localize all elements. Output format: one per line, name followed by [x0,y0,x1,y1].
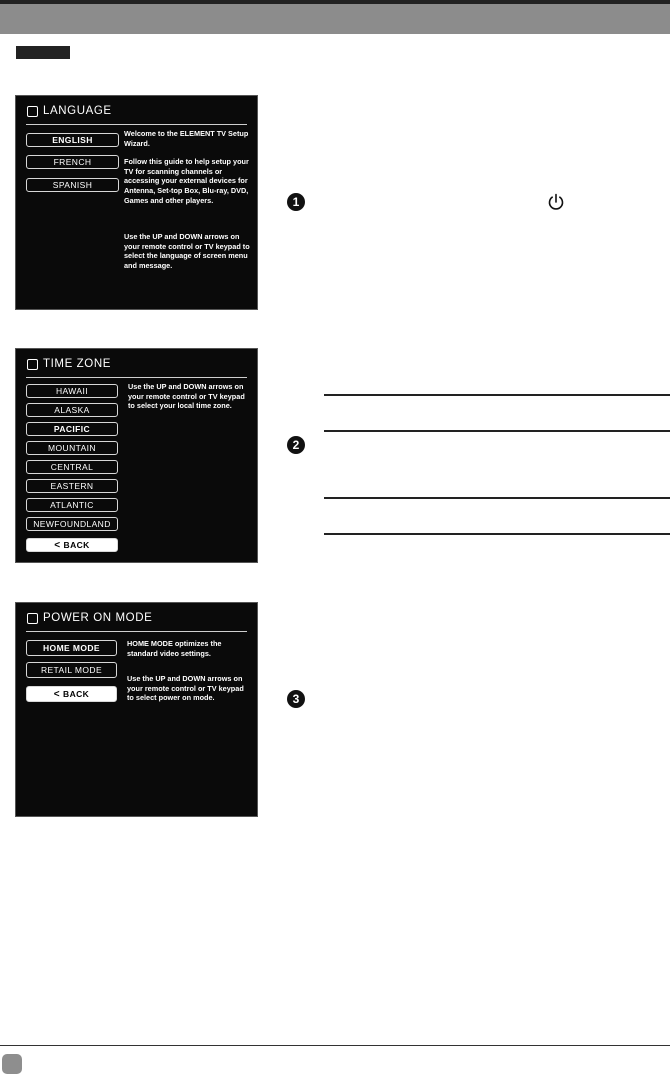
time-zone-title: TIME ZONE [27,358,111,370]
option-newfoundland[interactable]: NEWFOUNDLAND [26,517,118,531]
title-divider [26,631,247,632]
box-icon [27,613,38,624]
step-2-badge: 2 [287,436,305,454]
back-button[interactable]: < BACK [26,686,117,702]
power-icon [546,192,566,212]
time-zone-screen [15,348,258,563]
language-title: LANGUAGE [27,105,112,117]
language-description [124,129,254,280]
section-tag [16,46,70,59]
power-mode-description [127,639,252,712]
option-central[interactable]: CENTRAL [26,460,118,474]
footer-rule [0,1045,670,1046]
option-alaska[interactable]: ALASKA [26,403,118,417]
guide-text: Follow this guide to help setup your TV for scanning channels or accessing your external devices for Antenna, Set-top Box, Blu-ray, DVD, Games and other players. [124,157,249,205]
option-spanish[interactable]: SPANISH [26,178,119,192]
power-mode-instructions: Use the UP and DOWN arrows on your remote control or TV keypad to select power on mode. [127,674,244,703]
header-bar [0,4,670,34]
box-icon [27,106,38,117]
step-1-badge: 1 [287,193,305,211]
back-button[interactable]: < BACK [26,538,118,552]
option-atlantic[interactable]: ATLANTIC [26,498,118,512]
option-home-mode[interactable]: HOME MODE [26,640,117,656]
option-english[interactable]: ENGLISH [26,133,119,147]
chevron-left-icon: < [54,540,61,551]
welcome-text: Welcome to the ELEMENT TV Setup Wizard. [124,129,249,148]
power-on-mode-title: POWER ON MODE [27,612,152,624]
chevron-left-icon: < [53,689,61,700]
option-retail-mode[interactable]: RETAIL MODE [26,662,117,678]
option-pacific[interactable]: PACIFIC [26,422,118,436]
option-french[interactable]: FRENCH [26,155,119,169]
title-divider [26,124,247,125]
step-3-badge: 3 [287,690,305,708]
table-rule [324,394,670,396]
table-rule [324,430,670,432]
title-divider [26,377,247,378]
box-icon [27,359,38,370]
time-zone-instructions: Use the UP and DOWN arrows on your remote control or TV keypad to select your local time zone. [128,382,245,411]
language-screen [15,95,258,310]
table-rule [324,497,670,499]
page-number-badge [2,1054,22,1074]
home-mode-text: HOME MODE optimizes the standard video settings. [127,639,222,658]
instructions-text: Use the UP and DOWN arrows on your remote control or TV keypad to select the language of screen menu and message. [124,232,250,270]
option-mountain[interactable]: MOUNTAIN [26,441,118,455]
option-hawaii[interactable]: HAWAII [26,384,118,398]
power-on-mode-screen [15,602,258,817]
table-rule [324,533,670,535]
option-eastern[interactable]: EASTERN [26,479,118,493]
